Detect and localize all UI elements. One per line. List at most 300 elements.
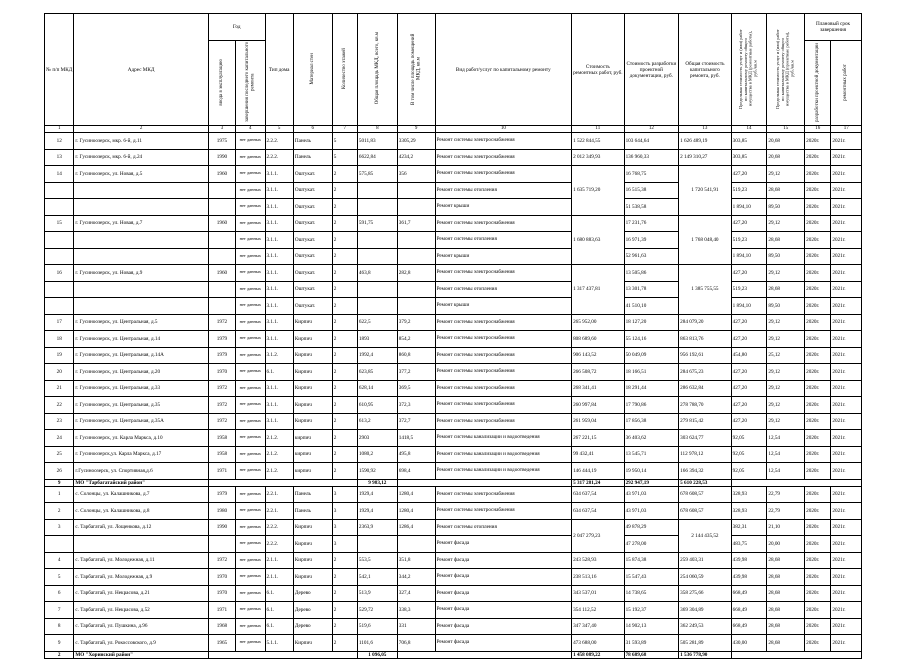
table-row (45, 166, 862, 183)
header-address: Адрес МКД (74, 14, 208, 126)
cell-parea: 356 (397, 166, 435, 183)
table-row (45, 215, 862, 232)
cell-mat: Панель (293, 133, 332, 150)
cell-fl: 5 (332, 133, 357, 150)
cell-addr: с. Тарбагатай, ул. Пушкина, д.96 (74, 618, 208, 635)
cell-lim1: 519,23 (731, 182, 767, 199)
cell-lim2: 29,12 (767, 215, 805, 232)
cell-addr (74, 199, 208, 216)
cell-work: Ремонт системы отопления (435, 232, 572, 249)
cell-y2: нет данных (236, 552, 265, 569)
cell-lim1: 427,20 (731, 314, 767, 331)
cell-mat: Дерево (293, 618, 332, 635)
cell-y1: 1965 (208, 635, 235, 652)
cell-lim2: 28,68 (767, 552, 805, 569)
cell-parea: 1280,4 (397, 503, 435, 520)
cell-design: 31 593,89 (624, 635, 679, 652)
header-premises-area-text: В том числе площадь помещений МКД, кв.м (410, 32, 422, 105)
cell-parea (397, 298, 435, 315)
cell-n (45, 281, 74, 298)
header-term-design (805, 41, 831, 126)
cell-type: 3.1.1. (265, 314, 293, 331)
cell-addr: с. Тарбагатай, ул. Некрасова, д.21 (74, 585, 208, 602)
header-year-commission-text: ввода в эксплуатацию (219, 58, 225, 106)
header-limit-works-text: Предельная стоимость услуг и (или) работ по капитальному ремонту общего имущества в МКД (ремонтные работы), руб./кв.м (738, 28, 758, 109)
cell-mat: Кирпич (293, 552, 332, 569)
column-number: 17 (831, 126, 862, 133)
table-row (45, 413, 862, 430)
cell-y2: нет данных (236, 182, 265, 199)
cell-t1: 2020г. (805, 166, 831, 183)
cell-mat: Оштукат. (293, 248, 332, 265)
cell-y1: 1971 (208, 602, 235, 619)
cell-y2: нет данных (236, 265, 265, 282)
cell-area: 542,1 (357, 569, 397, 586)
cell-t2: 2021г. (831, 314, 862, 331)
cell-design: 43 971,03 (624, 486, 679, 503)
cell-n: 17 (45, 314, 74, 331)
cell-lim2: 28,68 (767, 569, 805, 586)
cell-y2: нет данных (236, 397, 265, 414)
cell-cost: 1 680 883,63 (572, 215, 625, 265)
header-row-top (45, 14, 862, 41)
cell-lim2: 29,12 (767, 331, 805, 348)
cell-t2: 2021г. (831, 364, 862, 381)
cell-n (45, 182, 74, 199)
column-number: 15 (767, 126, 805, 133)
cell-parea (397, 182, 435, 199)
cell-total: 1 626 489,19 (679, 133, 732, 150)
cell-design: 136 960,33 (624, 149, 679, 166)
cell-addr: г.Гусиноозерск, ул. Спортивная,д.6 (74, 463, 208, 480)
cell-design: 41 510,10 (624, 298, 679, 315)
cell-t2: 2021г. (831, 585, 862, 602)
cell-area: 553,5 (357, 552, 397, 569)
cell-t2: 2021г. (831, 635, 862, 652)
cell-work: Ремонт фасада (435, 602, 572, 619)
header-floors (332, 14, 357, 126)
cell-cost: 906 143,52 (572, 347, 625, 364)
cell-lim1: 303,85 (731, 149, 767, 166)
cell-area (357, 248, 397, 265)
column-number: 1 (45, 126, 74, 133)
cell-y1: 1958 (208, 430, 235, 447)
header-wall-material (293, 14, 332, 126)
cell-lim2: 12,54 (767, 430, 805, 447)
cell-type: 3.1.1. (265, 413, 293, 430)
cell-t2: 2021г. (831, 463, 862, 480)
cell-work: Ремонт фасада (435, 569, 572, 586)
cell-lim1: 430,00 (731, 635, 767, 652)
table-row (45, 182, 862, 199)
cell-lim2: 29,12 (767, 380, 805, 397)
cell-area (357, 199, 397, 216)
cell-design: 16 971,39 (624, 232, 679, 249)
cell-n: 22 (45, 397, 74, 414)
cell-fl: 2 (332, 182, 357, 199)
cell-total: 284 675,23 (679, 364, 732, 381)
cell-design: 55 124,16 (624, 331, 679, 348)
cell-cost: 268 341,41 (572, 380, 625, 397)
cell-type: 2.1.2. (265, 463, 293, 480)
cell-parea: 344,2 (397, 569, 435, 586)
table-row (45, 149, 862, 166)
cell-work: Ремонт системы отопления (435, 182, 572, 199)
cell-t2: 2021г. (831, 215, 862, 232)
column-number: 2 (74, 126, 208, 133)
cell-lim1: 454,80 (731, 347, 767, 364)
cell-t1: 2020г. (805, 347, 831, 364)
header-term-repair-text: ремонтных работ (843, 63, 849, 101)
column-number: 12 (624, 126, 679, 133)
cell-area: 6622,84 (357, 149, 397, 166)
cell-addr: г. Гусиноозерск, ул. Новая, д.7 (74, 215, 208, 232)
cell-t1: 2020г. (805, 618, 831, 635)
cell-area (357, 281, 397, 298)
cell-type: 3.1.1. (265, 182, 293, 199)
cell-work: Ремонт системы электроснабжения (435, 331, 572, 348)
cell-y1: 1958 (208, 446, 235, 463)
cell-y2: нет данных (236, 463, 265, 480)
cell-fl: 2 (332, 248, 357, 265)
cell-type: 2.1.1. (265, 552, 293, 569)
cell-work: Ремонт системы электроснабжения (435, 364, 572, 381)
cell-t2: 2021г. (831, 618, 862, 635)
cell-y1: 1968 (208, 618, 235, 635)
cell-area: 575,85 (357, 166, 397, 183)
cell-lim2: 28,68 (767, 281, 805, 298)
cell-y1: 1960 (208, 265, 235, 282)
cell-lim2: 28,68 (767, 232, 805, 249)
cell-y1: 1972 (208, 380, 235, 397)
cell-y2: нет данных (236, 215, 265, 232)
header-num: № п/п МКД (45, 14, 74, 126)
cell-design: 14 738,65 (624, 585, 679, 602)
cell-total: 863 813,76 (679, 331, 732, 348)
cell-t1: 2020г. (805, 503, 831, 520)
cell-addr: г. Гусиноозерск, ул. Новая, д.9 (74, 265, 208, 282)
header-design-cost: Стоимость разработки проектной документации, руб. (624, 14, 679, 126)
cell-area: 519,6 (357, 618, 397, 635)
cell-work: Ремонт фасада (435, 635, 572, 652)
cell-lim2: 28,68 (767, 602, 805, 619)
cell-lim1: 483,75 (731, 536, 767, 553)
table-row (45, 569, 862, 586)
header-year-last-repair (236, 41, 265, 126)
cell-area (357, 536, 397, 553)
cell-design: 13 301,78 (624, 281, 679, 298)
cell-mat: Панель (293, 149, 332, 166)
cell-total: 678 608,57 (679, 503, 732, 520)
cell-y2: нет данных (236, 281, 265, 298)
cell-work: Ремонт системы электроснабжения (435, 486, 572, 503)
cell-design: 16 768,75 (624, 166, 679, 183)
cell-y1: 1979 (208, 486, 235, 503)
cell-n (45, 248, 74, 265)
cell-parea (397, 248, 435, 265)
cell-area: 1929,4 (357, 503, 397, 520)
table-row (45, 199, 862, 216)
cell-work: Ремонт системы канализации и водоотведения (435, 463, 572, 480)
cell-type: 6.1. (265, 618, 293, 635)
cell-total: 1 720 541,91 (679, 166, 732, 216)
cell-lim2: 29,12 (767, 314, 805, 331)
cell-parea: 4234,2 (397, 149, 435, 166)
cell-addr: г. Гусиноозерск, ул. Центральная, д.35А (74, 413, 208, 430)
table-row (45, 133, 862, 150)
cell-y2: нет данных (236, 486, 265, 503)
cell-work: Ремонт системы электроснабжения (435, 149, 572, 166)
cell-t1: 2020г. (805, 463, 831, 480)
cell-lim1: 519,23 (731, 281, 767, 298)
cell-work: Ремонт системы электроснабжения (435, 133, 572, 150)
cell-addr (74, 248, 208, 265)
cell-y1: 1960 (208, 215, 235, 232)
cell-y1: 1972 (208, 413, 235, 430)
cell-total: 303 624,77 (679, 430, 732, 447)
cell-lim2: 29,12 (767, 413, 805, 430)
cell-cost: 347 347,40 (572, 618, 625, 635)
cell-y2: нет данных (236, 133, 265, 150)
cell-addr (74, 182, 208, 199)
table-row (45, 397, 862, 414)
cell-addr: г. Гусиноозерск, ул. Центральная, д.33 (74, 380, 208, 397)
cell-fl: 3 (332, 486, 357, 503)
cell-cost: 343 537,01 (572, 585, 625, 602)
cell-fl: 2 (332, 281, 357, 298)
cell-y1: 1970 (208, 585, 235, 602)
cell-t2: 2021г. (831, 552, 862, 569)
cell-mat: Кирпич (293, 314, 332, 331)
cell-parea: 351,8 (397, 552, 435, 569)
cell-t2: 2021г. (831, 331, 862, 348)
cell-fl: 2 (332, 585, 357, 602)
cell-fl: 2 (332, 569, 357, 586)
cell-design: 52 961,63 (624, 248, 679, 265)
cell-parea: 706,8 (397, 635, 435, 652)
cell-mat: кирпич (293, 446, 332, 463)
cell-parea: 338,3 (397, 602, 435, 619)
cell-y1: 1970 (208, 569, 235, 586)
cell-t2: 2021г. (831, 397, 862, 414)
cell-lim1: 427,20 (731, 331, 767, 348)
cell-mat: Оштукат. (293, 265, 332, 282)
cell-area: 5011,83 (357, 133, 397, 150)
column-number-row (45, 126, 862, 133)
cell-lim2: 22,79 (767, 503, 805, 520)
cell-work: Ремонт фасада (435, 536, 572, 553)
cell-cost: 2 012 349,93 (572, 149, 625, 166)
subtotal-empty (208, 651, 357, 658)
cell-cost: 260 997,84 (572, 397, 625, 414)
cell-mat: Кирпич (293, 347, 332, 364)
cell-fl: 3 (332, 536, 357, 553)
cell-y2: нет данных (236, 248, 265, 265)
cell-t1: 2020г. (805, 314, 831, 331)
cell-mat: Кирпич (293, 569, 332, 586)
cell-lim2: 25,12 (767, 347, 805, 364)
subtotal-row (45, 479, 862, 486)
cell-fl: 5 (332, 149, 357, 166)
cell-work: Ремонт системы электроснабжения (435, 265, 572, 282)
cell-addr (74, 281, 208, 298)
cell-t2: 2021г. (831, 248, 862, 265)
header-total-area (357, 14, 397, 126)
cell-total: 956 192,61 (679, 347, 732, 364)
cell-fl: 3 (332, 503, 357, 520)
cell-lim1: 519,23 (731, 232, 767, 249)
cell-type: 2.2.2. (265, 149, 293, 166)
header-term-repair (831, 41, 862, 126)
cell-type: 2.2.2. (265, 133, 293, 150)
cell-t1: 2020г. (805, 232, 831, 249)
cell-area (357, 232, 397, 249)
cell-parea: 379,2 (397, 314, 435, 331)
cell-area: 1893 (357, 331, 397, 348)
cell-fl: 2 (332, 265, 357, 282)
cell-area: 1992,4 (357, 347, 397, 364)
cell-mat: Кирпич (293, 635, 332, 652)
cell-n: 19 (45, 347, 74, 364)
cell-lim1: 427,20 (731, 265, 767, 282)
cell-mat: Дерево (293, 585, 332, 602)
cell-t1: 2020г. (805, 397, 831, 414)
cell-type: 3.1.1. (265, 199, 293, 216)
cell-design: 36 403,62 (624, 430, 679, 447)
cell-lim1: 303,85 (731, 133, 767, 150)
table-row (45, 248, 862, 265)
cell-fl: 2 (332, 430, 357, 447)
cell-n: 24 (45, 430, 74, 447)
cell-n: 14 (45, 166, 74, 183)
cell-work: Ремонт крыши (435, 199, 572, 216)
cell-work: Ремонт системы отопления (435, 281, 572, 298)
cell-t1: 2020г. (805, 380, 831, 397)
cell-design: 103 644,64 (624, 133, 679, 150)
cell-mat: кирпич (293, 463, 332, 480)
cell-addr: г. Гусиноозерск, ул. Карла Маркса, д.10 (74, 430, 208, 447)
cell-t1: 2020г. (805, 519, 831, 536)
cell-y1: 1972 (208, 552, 235, 569)
cell-t2: 2021г. (831, 199, 862, 216)
subtotal-n: 9 (45, 479, 74, 486)
column-number: 4 (236, 126, 265, 133)
cell-y2: нет данных (236, 314, 265, 331)
cell-mat: Оштукат. (293, 232, 332, 249)
cell-type: 3.1.2. (265, 347, 293, 364)
cell-t2: 2021г. (831, 265, 862, 282)
cell-area: 1590,92 (357, 463, 397, 480)
cell-type: 5.1.1. (265, 635, 293, 652)
subtotal-empty (731, 651, 861, 658)
cell-design: 17 231,76 (624, 215, 679, 232)
cell-work: Ремонт системы электроснабжения (435, 397, 572, 414)
cell-area: 1929,4 (357, 486, 397, 503)
repair-program-table (44, 13, 862, 659)
cell-area: 2363,9 (357, 519, 397, 536)
cell-t2: 2021г. (831, 503, 862, 520)
header-planned-term: Плановый срок завершения (805, 14, 862, 41)
cell-fl: 2 (332, 347, 357, 364)
header-year-last-repair-text: завершения последнего капитального ремонта (244, 41, 256, 123)
cell-lim1: 427,20 (731, 413, 767, 430)
cell-total: 166 394,32 (679, 463, 732, 480)
cell-lim1: 382,31 (731, 519, 767, 536)
cell-parea: 698,4 (397, 463, 435, 480)
cell-addr: с. Солонцы, ул. Калашникова, д.7 (74, 486, 208, 503)
column-number: 13 (679, 126, 732, 133)
cell-parea: 495,8 (397, 446, 435, 463)
cell-parea: 331 (397, 618, 435, 635)
subtotal-empty (397, 651, 571, 658)
cell-y1 (208, 248, 235, 265)
cell-y2: нет данных (236, 618, 265, 635)
cell-mat: Кирпич (293, 413, 332, 430)
cell-addr: с. Тарбагатай, ул. Рокоссовского, д.9 (74, 635, 208, 652)
header-limit-design-text: Предельная стоимость услуг и (или) работ по капитальному ремонту общего имущества в МКД (проектные работы), руб./кв.м (775, 28, 795, 109)
subtotal-name: МО "Тарбагатайский район" (74, 479, 208, 486)
cell-design: 19 950,14 (624, 463, 679, 480)
column-number: 5 (265, 126, 293, 133)
cell-design: 18 291,44 (624, 380, 679, 397)
cell-t1: 2020г. (805, 446, 831, 463)
cell-y2: нет данных (236, 347, 265, 364)
table-row (45, 536, 862, 553)
cell-n: 9 (45, 635, 74, 652)
cell-addr: г. Гусиноозерск, мкр. 6-й, д.11 (74, 133, 208, 150)
cell-design: 18 166,51 (624, 364, 679, 381)
cell-n: 20 (45, 364, 74, 381)
cell-n: 1 (45, 486, 74, 503)
cell-cost: 808 689,60 (572, 331, 625, 348)
cell-mat: Оштукат. (293, 199, 332, 216)
cell-t2: 2021г. (831, 602, 862, 619)
cell-mat: Кирпич (293, 380, 332, 397)
cell-lim2: 28,68 (767, 618, 805, 635)
cell-work: Ремонт системы электроснабжения (435, 503, 572, 520)
cell-mat: кирпич (293, 430, 332, 447)
cell-parea (397, 281, 435, 298)
header-year-commission (208, 41, 235, 126)
cell-addr (74, 232, 208, 249)
cell-y1 (208, 232, 235, 249)
table-row (45, 618, 862, 635)
table-row (45, 281, 862, 298)
cell-n: 23 (45, 413, 74, 430)
cell-t1: 2020г. (805, 265, 831, 282)
cell-design: 15 547,43 (624, 569, 679, 586)
cell-t1: 2020г. (805, 430, 831, 447)
header-premises-area (397, 14, 435, 126)
cell-parea: 282,8 (397, 265, 435, 282)
cell-type: 2.1.1. (265, 569, 293, 586)
cell-lim1: 427,20 (731, 380, 767, 397)
cell-addr: с. Тарбагатай, ул. Некрасова, д.52 (74, 602, 208, 619)
cell-type: 3.1.1. (265, 298, 293, 315)
cell-type: 2.2.2. (265, 519, 293, 536)
cell-area: 529,72 (357, 602, 397, 619)
cell-lim2: 12,54 (767, 463, 805, 480)
cell-t1: 2020г. (805, 413, 831, 430)
cell-parea: 854,2 (397, 331, 435, 348)
cell-design: 16 515,38 (624, 182, 679, 199)
cell-mat: Кирпич (293, 331, 332, 348)
cell-cost: 1 317 437,81 (572, 265, 625, 315)
cell-n (45, 536, 74, 553)
cell-area: 623,85 (357, 364, 397, 381)
cell-y2: нет данных (236, 569, 265, 586)
cell-fl: 2 (332, 446, 357, 463)
